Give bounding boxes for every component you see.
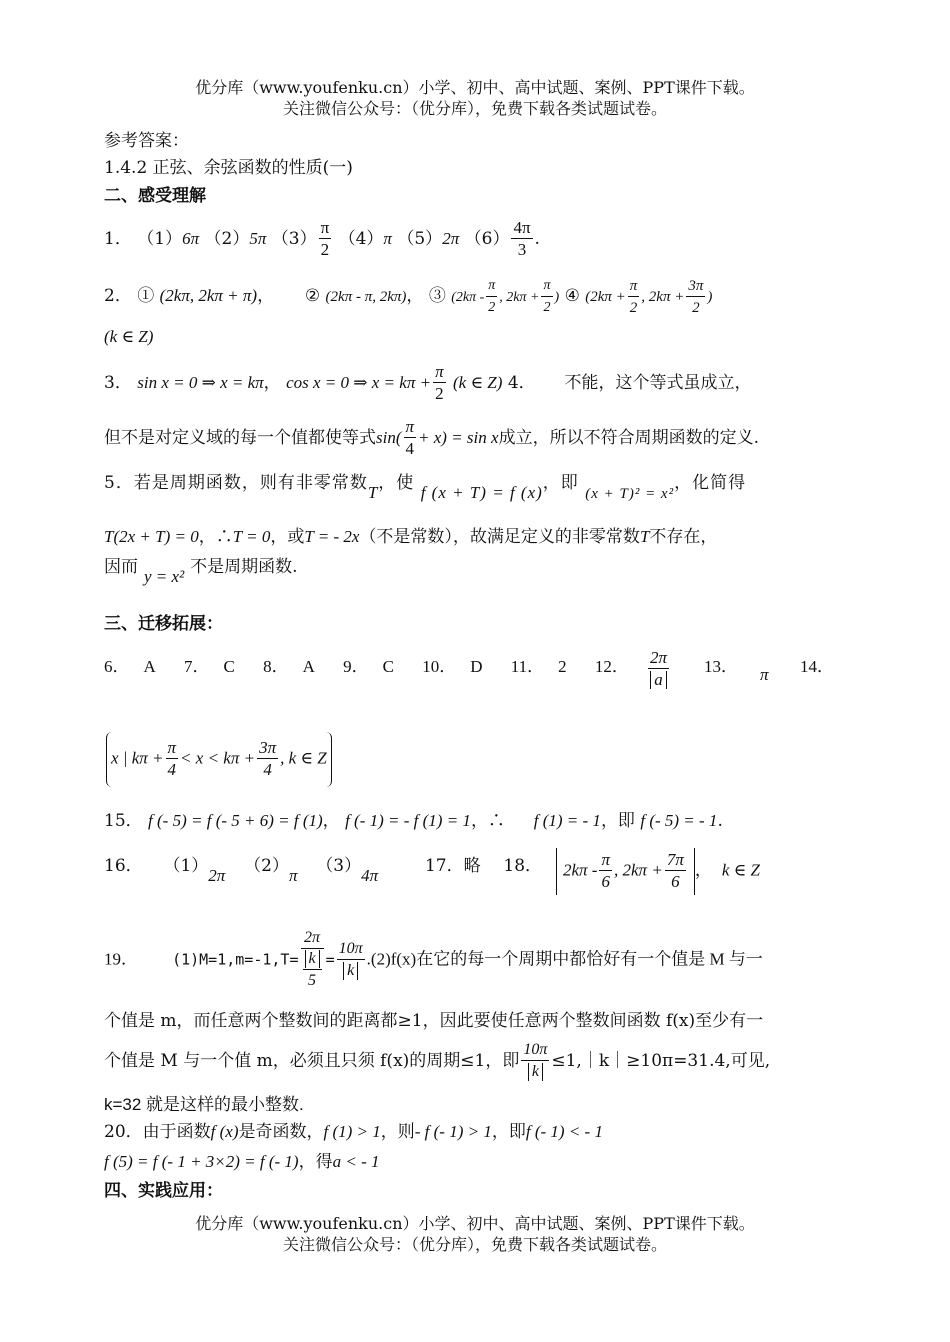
q5-expr-3: T(2x + T) = 0: [104, 527, 199, 546]
q2-answer-3: (2kπ - $\frac{\pi}{2}$ , 2kπ + $\frac{\pi}{2}$ ): [451, 278, 560, 316]
q12-fraction: $\frac{2\pi}{a}$: [650, 648, 668, 689]
q1-label-2: （2）: [204, 229, 250, 249]
q5-expr-4: T = 0: [232, 527, 271, 546]
answer-2: 2． ① (2kπ, 2kπ + π)， ② (2kπ - π, 2kπ)， ③ (2kπ - $\frac{\pi}{2}$ , 2kπ + $\frac{\pi}{2}$ ) ④ (2kπ + $\frac{\pi}{2}$ , 2kπ + $\frac{3\pi}{2}$ ): [104, 278, 713, 316]
answer-20-line-2: f (5) = f (- 1 + 3×2) = f (- 1)，得a < - 1: [104, 1152, 380, 1172]
q3-condition: (k ∈ Z): [453, 373, 503, 392]
header-line-2: 关注微信公众号：（优分库），免费下载各类试题试卷。: [282, 99, 667, 118]
answer-3-4: 3． sin x = 0 ⇒ x = kπ， cos x = 0 ⇒ x = kπ + $\frac{\pi}{2}$ (k ∈ Z) 4． 不能，这个等式虽成立，: [104, 362, 752, 403]
answer-title: 参考答案：: [104, 131, 189, 151]
answer-20: 20．由于函数f (x)是奇函数，f (1) > 1，则- f (- 1) > 1，即f (- 1) < - 1: [104, 1122, 603, 1142]
q1-label-1: （1）: [137, 229, 183, 249]
answers-16-18: 16． （1）2π （2）π （3）4π 17．略 18．: [104, 856, 543, 885]
answer-13: 13． π: [704, 657, 769, 684]
q1-answer-4: π: [383, 229, 392, 248]
answer-5-line-3: 因而 y = x² 不是周期函数.: [104, 557, 298, 586]
q2-answer-2: (2kπ - π, 2kπ): [325, 288, 407, 305]
answer-5: 5．若是周期函数，则有非零常数T，使 f (x + T) = f (x)，即 (x + T)² = x²，化简得: [104, 473, 747, 502]
q1-number: 1．: [104, 229, 132, 249]
q14-answer-set: x | kπ + $\frac{\pi}{4}$ < x < kπ + $\frac{3\pi}{4}$ , k ∈ Z: [106, 732, 332, 787]
footer-line-2: 关注微信公众号：（优分库），免费下载各类试题试卷。: [282, 1235, 667, 1254]
answers-6-14: 6． A 7． C 8． A 9． C 10． D 11． 2 12．: [104, 657, 629, 676]
q14-number: 14．: [800, 657, 834, 676]
q1-answer-1: 6π: [182, 229, 200, 248]
q2-number: 2．: [104, 285, 132, 306]
answer-19-line-4: k=32 就是这样的最小整数.: [104, 1095, 304, 1114]
answer-19-line-2: 个值是 m，而任意两个整数间的距离都≥1，因此要使任意两个整数间函数 f(x)至少有一: [104, 1011, 764, 1031]
q4-text-1: 不能，这个等式虽成立，: [564, 373, 752, 393]
q1-label-4: （4）: [338, 229, 384, 249]
answer-19-line-3: 个值是 M 与一个值 m，必须且只须 f(x)的周期≤1，即 $\frac{10\pi}{k}$ ≤1,｜k｜≥10π=31.4,可见,: [104, 1041, 771, 1080]
q5-expr-1: f (x + T) = f (x): [420, 483, 543, 502]
q16-number: 16．: [104, 856, 143, 876]
q1-fraction-6: $\frac{4\pi}{3}$: [513, 218, 531, 259]
answer-15: 15． f (- 5) = f (- 5 + 6) = f (1)， f (- 1) = - f (1) = 1，∴ f (1) = - 1，即 f (- 5) = - 1.: [104, 811, 723, 831]
q18-number: 18．: [503, 856, 543, 876]
section-3-heading: 三、迁移拓展：: [104, 614, 223, 634]
q20-number: 20．: [104, 1122, 143, 1142]
q3-number: 3．: [104, 373, 132, 393]
q5-expr-6: y = x²: [144, 567, 185, 586]
q3-expr-2: cos x = 0 ⇒ x = kπ +: [286, 373, 432, 392]
q5-number: 5．: [104, 473, 134, 493]
answer-19: 19． (1)M=1,m=-1,T= $\frac{2\pi}{\frac{k}{5}}$ = $\frac{10\pi}{k}$ .(2)f(x)在它的每一个周期中都恰好有一个值是 M 与一: [104, 929, 763, 989]
section-4-heading: 四、实践应用：: [104, 1181, 223, 1201]
q4-fraction: $\frac{\pi}{4}$: [405, 417, 415, 458]
q1-answer-2: 5π: [249, 229, 267, 248]
q1-answer-5: 2π: [442, 229, 460, 248]
q1-fraction-3: $\frac{\pi}{2}$: [320, 218, 330, 259]
answer-5-line-2: T(2x + T) = 0，∴T = 0，或T = - 2x（不是常数），故满足定义的非零常数T不存在，: [104, 527, 718, 547]
answer-1: 1． （1）6π （2）5π （3） $\frac{\pi}{2}$ （4）π （5）2π （6） $\frac{4\pi}{3}$ .: [104, 218, 540, 259]
q18-interval: 2kπ - $\frac{\pi}{6}$ , 2kπ + $\frac{7\pi}{6}$ ， k ∈ Z: [556, 848, 760, 895]
q5-expr-2: (x + T)² = x²: [585, 486, 675, 502]
footer-line-1: 优分库（www.youfenku.cn）小学、初中、高中试题、案例、PPT课件下载。: [195, 1214, 755, 1233]
q1-label-6: （6）: [464, 229, 510, 249]
header-line-1: 优分库（www.youfenku.cn）小学、初中、高中试题、案例、PPT课件下载。: [195, 78, 755, 97]
answer-4-line-2: 但不是对定义域的每一个值都使等式sin( $\frac{\pi}{4}$ + x) = sin x成立，所以不符合周期函数的定义.: [104, 417, 759, 458]
q5-expr-5: T = - 2x: [304, 527, 360, 546]
q1-label-3: （3）: [271, 229, 317, 249]
q15-number: 15．: [104, 811, 143, 831]
q2-answer-4: (2kπ + $\frac{\pi}{2}$ , 2kπ + $\frac{3\pi}{2}$ ): [585, 278, 713, 316]
q1-label-5: （5）: [397, 229, 443, 249]
q3-fraction: $\frac{\pi}{2}$: [435, 362, 444, 403]
q2-condition: (k ∈ Z): [104, 327, 154, 346]
q17-answer: 17．略: [424, 856, 481, 876]
q4-number: 4．: [507, 373, 536, 393]
q3-expr-1: sin x = 0 ⇒ x = kπ: [137, 373, 264, 392]
section-2-heading: 二、感受理解: [104, 186, 206, 206]
section-subtitle: 1.4.2 正弦、余弦函数的性质(一): [104, 158, 353, 178]
q2-answer-1: (2kπ, 2kπ + π): [159, 285, 258, 305]
